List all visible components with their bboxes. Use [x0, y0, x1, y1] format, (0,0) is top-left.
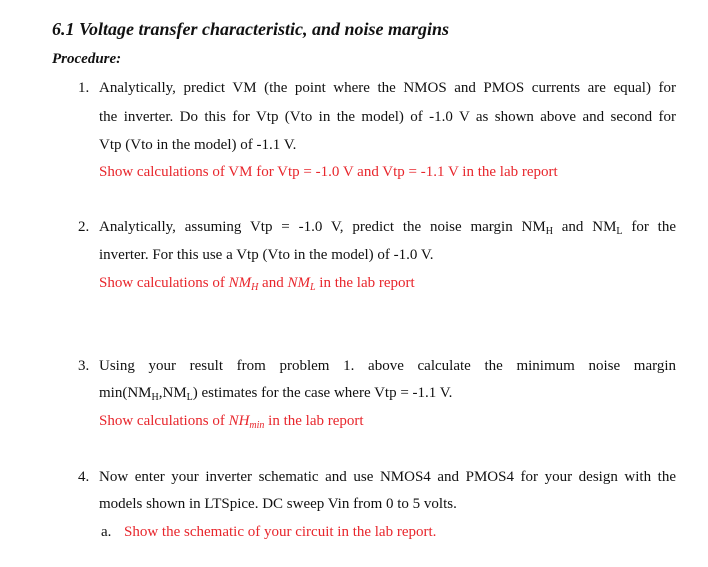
- item-4-number: 4.: [78, 469, 90, 485]
- item-4-line-2: models shown in LTSpice. DC sweep Vin from 0 to 5 volts.: [99, 496, 457, 512]
- item-2-instruction-nml-sub: L: [309, 282, 316, 293]
- item-2-instruction-nmh-sub: H: [251, 282, 259, 293]
- item-3-instruction-text-b: in the lab report: [264, 413, 364, 429]
- item-2-instruction-nml: NM: [287, 275, 310, 291]
- item-2-instruction-text-a: Show calculations of: [99, 275, 229, 291]
- item-3-instruction-text-a: Show calculations of: [99, 413, 229, 429]
- item-2-line-1-text-b: and NM: [552, 219, 617, 235]
- item-3-line-2: [99, 385, 452, 402]
- item-2-instruction: [99, 275, 415, 292]
- item-3-number: 3.: [78, 358, 90, 374]
- item-3-line-2-text-a: min(NM: [99, 385, 152, 401]
- item-3-line-2-sub-l: L: [186, 392, 193, 403]
- item-3-line-2-text-b: ,NM: [158, 385, 187, 401]
- procedure-label: Procedure:: [52, 51, 122, 67]
- item-3-instruction: [99, 413, 364, 430]
- item-4-line-1: Now enter your inverter schematic and use NMOS4 and PMOS4 for your design with the: [99, 469, 676, 485]
- section-heading: 6.1 Voltage transfer characteristic, and noise margins: [52, 19, 450, 39]
- item-1-line-1: Analytically, predict VM (the point where the NMOS and PMOS currents are equal) for: [99, 80, 676, 96]
- item-1-line-2: the inverter. Do this for Vtp (Vto in the model) of -1.0 V as shown above and second for: [99, 109, 676, 125]
- item-1-number: 1.: [78, 80, 90, 96]
- item-3-instruction-nh: NH: [228, 413, 250, 429]
- item-2-line-1: [99, 219, 676, 236]
- item-2-line-1-text-a: Analytically, assuming Vtp = -1.0 V, predict the noise margin NM: [99, 219, 546, 235]
- item-2-line-1-sub-h: H: [545, 226, 553, 237]
- item-4a-instruction: Show the schematic of your circuit in the lab report.: [124, 524, 437, 540]
- item-2-instruction-nmh: NM: [228, 275, 252, 291]
- item-3-instruction-nh-sub: min: [249, 420, 265, 431]
- item-2-instruction-text-b: and: [258, 275, 288, 291]
- item-2-number: 2.: [78, 219, 90, 235]
- item-2-line-1-text-c: for the: [622, 219, 677, 235]
- item-4a-letter: a.: [101, 524, 112, 540]
- item-3-line-2-sub-h: H: [151, 392, 159, 403]
- item-3-line-1: Using your result from problem 1. above calculate the minimum noise margin: [99, 358, 676, 374]
- item-2-line-1-sub-l: L: [616, 226, 623, 237]
- item-1-instruction: Show calculations of VM for Vtp = -1.0 V and Vtp = -1.1 V in the lab report: [99, 164, 558, 180]
- item-1-line-3: Vtp (Vto in the model) of -1.1 V.: [99, 137, 297, 153]
- item-2-instruction-text-c: in the lab report: [315, 275, 415, 291]
- item-3-line-2-text-c: ) estimates for the case where Vtp = -1.1 V.: [192, 385, 453, 401]
- item-2-line-2: inverter. For this use a Vtp (Vto in the model) of -1.0 V.: [99, 247, 434, 263]
